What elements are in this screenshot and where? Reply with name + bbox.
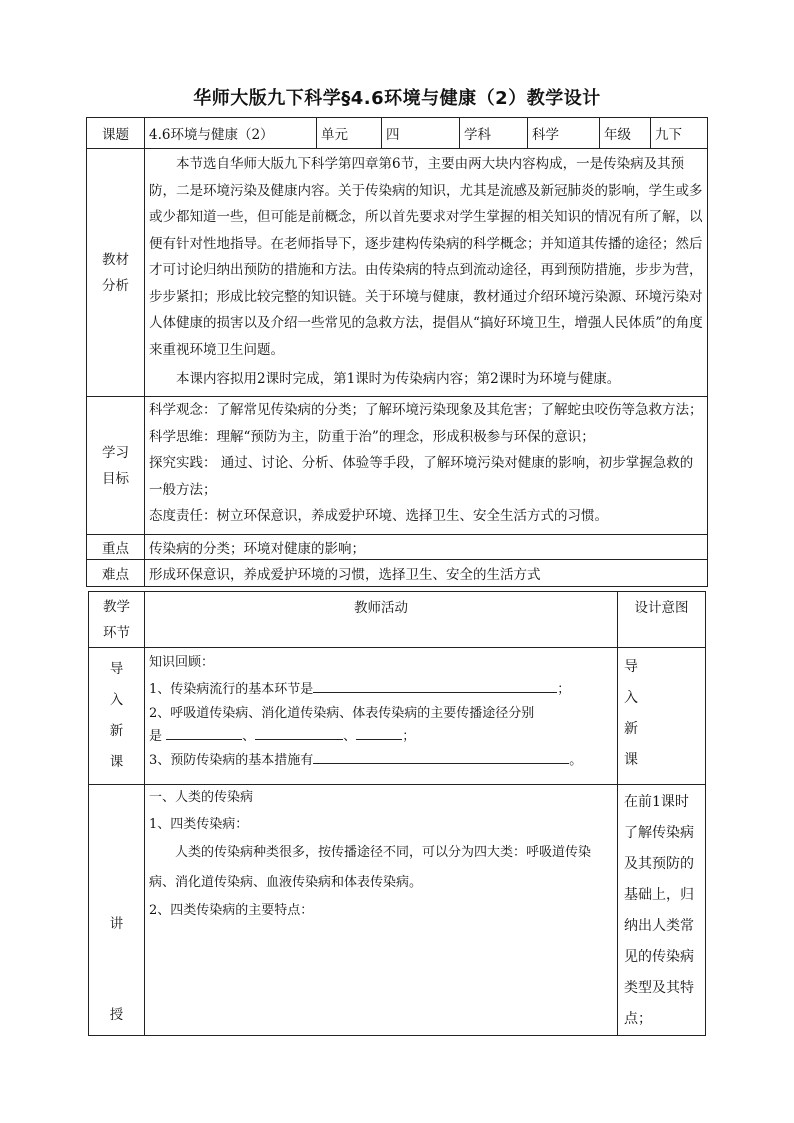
answer-blank[interactable] xyxy=(255,725,343,740)
process-header-row xyxy=(89,592,706,648)
analysis-content xyxy=(145,149,708,397)
key-row xyxy=(87,535,708,560)
activity-header: 教师活动 xyxy=(145,592,618,648)
lecture-activity xyxy=(145,785,618,1036)
goals-label: 学习 目标 xyxy=(87,397,145,535)
teaching-process-table xyxy=(88,591,706,1036)
analysis-label: 教材 分析 xyxy=(87,149,145,397)
goal-item: 科学思维：理解“预防为主，防重于治”的理念，形成积极参与环保的意识； xyxy=(149,428,595,445)
lesson-info-table xyxy=(86,117,708,587)
unit-value: 四 xyxy=(382,118,460,149)
goal-item: 态度责任：树立环保意识，养成爱护环境、选择卫生、安全生活方式的习惯。 xyxy=(149,508,608,524)
intro-design: 导 入 新 课 xyxy=(618,648,706,785)
grade-label: 年级 xyxy=(600,118,651,149)
lecture-row xyxy=(89,785,706,1036)
answer-blank[interactable] xyxy=(166,725,242,740)
answer-blank[interactable] xyxy=(313,749,569,764)
topic-label: 课题 xyxy=(87,118,145,149)
goals-row xyxy=(87,397,708,535)
lecture-paragraph: 人类的传染病种类很多，按传播途径不同，可以分为四大类：呼吸道传染病、消化道传染病、血液传染病和体表传染病。 xyxy=(149,845,592,890)
analysis-paragraph-1: 本节选自华师大版九下科学第四章第6节，主要由两大块内容构成，一是传染病及其预防，二是环境污染及健康内容。关于传染病的知识，尤其是流感及新冠肺炎的影响，学生或多或少都知道一些，但可能是前概念，所以首先要求对学生掌握的相关知识的情况有所了解，以便有针对性地指导。在老师指导下，逐步建构传染病的科学概念；并知道其传播的途径；然后才可讨论归纳出预防的措施和方法。由传染病的特点到流动途径，再到预防措施，步步为营，步步紧扣；形成比较完整的知识链。关于环境与健康，教材通过介绍环境污染源、环境污染对人体健康的损害以及介绍一些常见的急救方法，提倡从“搞好环境卫生，增强人民体质”的角度来重视环境卫生问题。 xyxy=(149,156,703,358)
intro-activity xyxy=(145,648,618,785)
stage-header: 教学 环节 xyxy=(89,592,145,648)
lecture-subheading-1: 1、四类传染病： xyxy=(149,816,249,832)
design-header: 设计意图 xyxy=(618,592,706,648)
intro-stage-label: 导 入 新 课 xyxy=(89,648,145,785)
review-question-2: 2、呼吸道传染病、消化道传染病、体表传染病的主要传播途径分别 xyxy=(149,706,535,721)
difficult-value: 形成环保意识，养成爱护环境的习惯，选择卫生、安全的生活方式 xyxy=(145,560,708,587)
page-title: 华师大版九下科学§4.6环境与健康（2）教学设计 xyxy=(193,88,601,109)
lecture-stage-label: 讲 授 xyxy=(89,785,145,1036)
key-label: 重点 xyxy=(87,535,145,560)
goals-content xyxy=(145,397,708,535)
difficult-row xyxy=(87,560,708,587)
goal-item: 探究实践： 通过、讨论、分析、体验等手段，了解环境污染对健康的影响，初步掌握急救的一般方法； xyxy=(149,455,694,498)
lecture-heading: 一、人类的传染病 xyxy=(149,790,254,805)
lecture-design: 在前1课时 了解传染病 及其预防的 基础上，归 纳出人类常 见的传染病 类型及其特 点； xyxy=(618,785,706,1036)
key-value: 传染病的分类；环境对健康的影响； xyxy=(145,535,708,560)
grade-value: 九下 xyxy=(651,118,708,149)
answer-blank[interactable] xyxy=(356,725,402,740)
topic-value: 4.6环境与健康（2） xyxy=(145,118,317,149)
goal-item: 科学观念：了解常见传染病的分类；了解环境污染现象及其危害；了解蛇虫咬伤等急救方法； xyxy=(149,402,703,418)
analysis-row xyxy=(87,149,708,397)
review-question-2-blanks: 是 、 、 ； xyxy=(149,725,615,748)
review-question-1: 1、传染病流行的基本环节是 ； xyxy=(149,677,615,704)
analysis-paragraph-2: 本课内容拟用2课时完成，第1课时为传染病内容；第2课时为环境与健康。 xyxy=(176,371,621,387)
header-row xyxy=(87,118,708,149)
lecture-subheading-2: 2、四类传染病的主要特点： xyxy=(149,903,314,918)
review-title: 知识回顾： xyxy=(149,655,215,670)
subject-value: 科学 xyxy=(528,118,600,149)
difficult-label: 难点 xyxy=(87,560,145,587)
review-question-3: 3、预防传染病的基本措施有 。 xyxy=(149,748,615,775)
intro-row xyxy=(89,648,706,785)
answer-blank[interactable] xyxy=(313,678,557,693)
subject-label: 学科 xyxy=(460,118,528,149)
unit-label: 单元 xyxy=(317,118,382,149)
